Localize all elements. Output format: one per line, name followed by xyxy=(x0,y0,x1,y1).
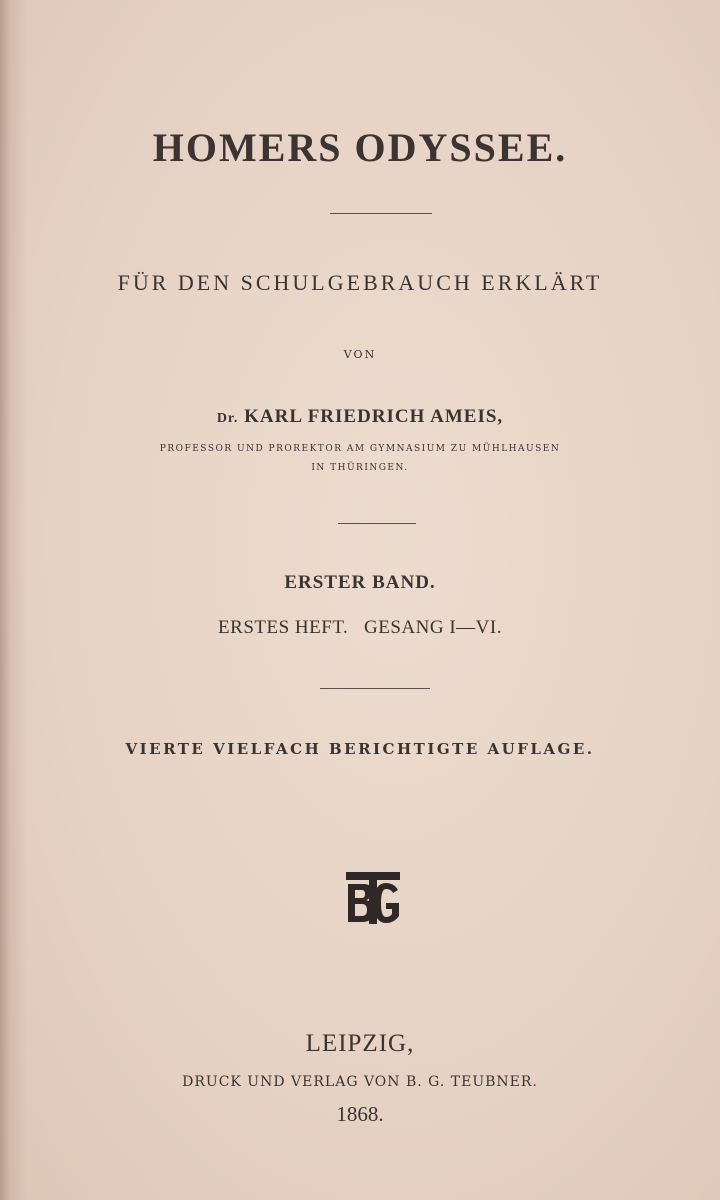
publication-year: 1868. xyxy=(336,1102,384,1126)
volume-label: ERSTER BAND. xyxy=(284,572,436,593)
author-prefix: Dr. xyxy=(216,411,239,426)
author-affiliation: PROFESSOR UND PROREKTOR AM GYMNASIUM ZU MÜHLHAUSEN xyxy=(159,444,561,454)
divider-rule xyxy=(330,213,432,214)
divider-rule xyxy=(338,523,416,524)
publication-city: LEIPZIG, xyxy=(305,1030,415,1057)
part-label: ERSTES HEFT. GESANG I—VI. xyxy=(218,617,502,638)
author-line xyxy=(0,406,720,428)
book-title: HOMERS ODYSSEE. xyxy=(152,125,568,170)
edition-label: VIERTE VIELFACH BERICHTIGTE AUFLAGE. xyxy=(125,740,595,758)
by-line: VON xyxy=(343,348,377,361)
publisher-monogram-icon xyxy=(344,870,402,926)
book-subtitle: FÜR DEN SCHULGEBRAUCH ERKLÄRT xyxy=(117,270,603,295)
author-name: KARL FRIEDRICH AMEIS, xyxy=(244,406,504,427)
divider-rule xyxy=(320,688,430,689)
author-affiliation-location: IN THÜRINGEN. xyxy=(311,463,409,473)
publisher-line: DRUCK UND VERLAG VON B. G. TEUBNER. xyxy=(182,1074,538,1090)
